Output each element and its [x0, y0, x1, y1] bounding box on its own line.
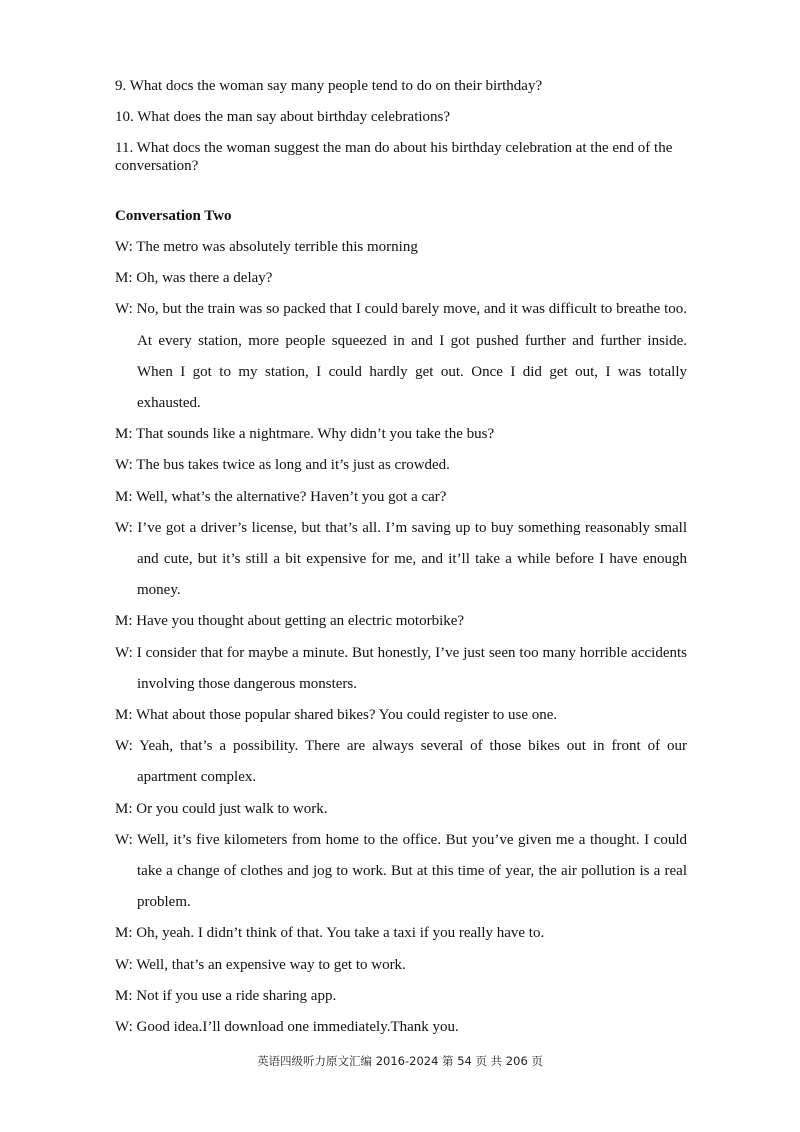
dialogue-turn: W: Yeah, that’s a possibility. There are always several of those bikes out in front of our apartment complex. — [115, 738, 687, 786]
conversation-title: Conversation Two — [115, 208, 232, 224]
dialogue-turn: M: What about those popular shared bikes? You could register to use one. — [115, 707, 558, 724]
page-footer: 英语四级听力原文汇编 2016-2024 第 54 页 共 206 页 — [257, 1054, 543, 1068]
dialogue-turn: W: The metro was absolutely terrible this morning — [115, 239, 418, 255]
dialogue-turn: W: I consider that for maybe a minute. But honestly, I’ve just seen too many horrible accidents involving those dangerous monsters. — [115, 644, 687, 692]
question-11: 11. What docs the woman suggest the man do about his birthday celebration at the end of the conversation? — [115, 140, 673, 174]
dialogue-turn: W: Well, that’s an expensive way to get to work. — [115, 956, 406, 973]
dialogue-turn: M: Not if you use a ride sharing app. — [115, 987, 337, 1004]
dialogue-turn: M: Well, what’s the alternative? Haven’t you got a car? — [115, 488, 447, 505]
question-9: 9. What docs the woman say many people tend to do on their birthday? — [115, 78, 543, 94]
dialogue-turn: W: Well, it’s five kilometers from home to the office. But you’ve given me a thought. I could take a change of clothes and jog to work. But at this time of year, the air pollution is a real problem. — [115, 831, 687, 911]
dialogue-turn: W: No, but the train was so packed that I could barely move, and it was difficult to breathe too. At every station, more people squeezed in and I got pushed further and further inside. When I got to my station, I could hardly get out. Once I did get out, I was totally exhausted. — [115, 301, 687, 412]
dialogue-turn: W: I’ve got a driver’s license, but that’s all. I’m saving up to buy something reasonably small and cute, but it’s still a bit expensive for me, and it’ll take a while before I have enough money. — [115, 519, 687, 599]
dialogue-turn: W: Good idea.I’ll download one immediately.Thank you. — [115, 1019, 459, 1036]
dialogue-turn: M: Have you thought about getting an electric motorbike? — [115, 613, 465, 630]
dialogue-turn: M: Oh, yeah. I didn’t think of that. You take a taxi if you really have to. — [115, 925, 545, 942]
dialogue-turn: M: That sounds like a nightmare. Why didn’t you take the bus? — [115, 426, 495, 443]
conversation-transcript — [115, 232, 687, 1043]
dialogue-turn: M: Oh, was there a delay? — [115, 270, 273, 287]
question-10: 10. What does the man say about birthday celebrations? — [115, 109, 451, 125]
dialogue-turn: M: Or you could just walk to work. — [115, 800, 328, 817]
dialogue-turn: W: The bus takes twice as long and it’s just as crowded. — [115, 457, 450, 474]
